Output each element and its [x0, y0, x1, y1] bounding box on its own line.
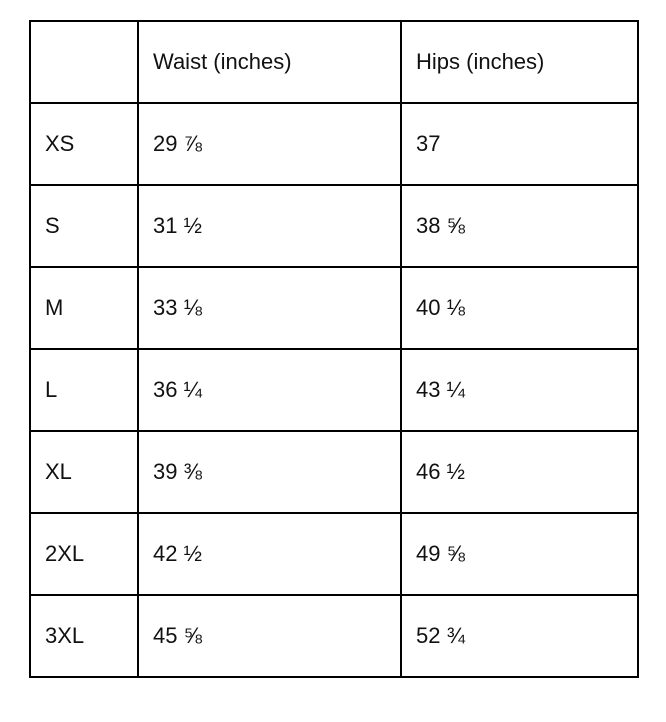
size-label: S [30, 185, 138, 267]
size-chart-header [30, 21, 638, 103]
waist-value: 42 ½ [138, 513, 401, 595]
table-row-2xl [30, 513, 638, 595]
hips-value: 37 [401, 103, 638, 185]
waist-value: 39 ⅜ [138, 431, 401, 513]
table-row-xs [30, 103, 638, 185]
table-row-l [30, 349, 638, 431]
size-label: XS [30, 103, 138, 185]
table-row-s [30, 185, 638, 267]
table-row-3xl [30, 595, 638, 677]
size-label: 3XL [30, 595, 138, 677]
hips-value: 49 ⅝ [401, 513, 638, 595]
hips-value: 52 ¾ [401, 595, 638, 677]
hips-value: 40 ⅛ [401, 267, 638, 349]
waist-value: 45 ⅝ [138, 595, 401, 677]
waist-value: 31 ½ [138, 185, 401, 267]
header-cell-empty [30, 21, 138, 103]
waist-value: 29 ⅞ [138, 103, 401, 185]
table-row-m [30, 267, 638, 349]
hips-value: 38 ⅝ [401, 185, 638, 267]
header-row [30, 21, 638, 103]
size-label: 2XL [30, 513, 138, 595]
header-cell-hips: Hips (inches) [401, 21, 638, 103]
hips-value: 46 ½ [401, 431, 638, 513]
waist-value: 33 ⅛ [138, 267, 401, 349]
size-label: M [30, 267, 138, 349]
waist-value: 36 ¼ [138, 349, 401, 431]
size-chart-body [30, 103, 638, 677]
size-label: L [30, 349, 138, 431]
hips-value: 43 ¼ [401, 349, 638, 431]
table-row-xl [30, 431, 638, 513]
header-cell-waist: Waist (inches) [138, 21, 401, 103]
size-label: XL [30, 431, 138, 513]
size-chart-table [29, 20, 639, 678]
